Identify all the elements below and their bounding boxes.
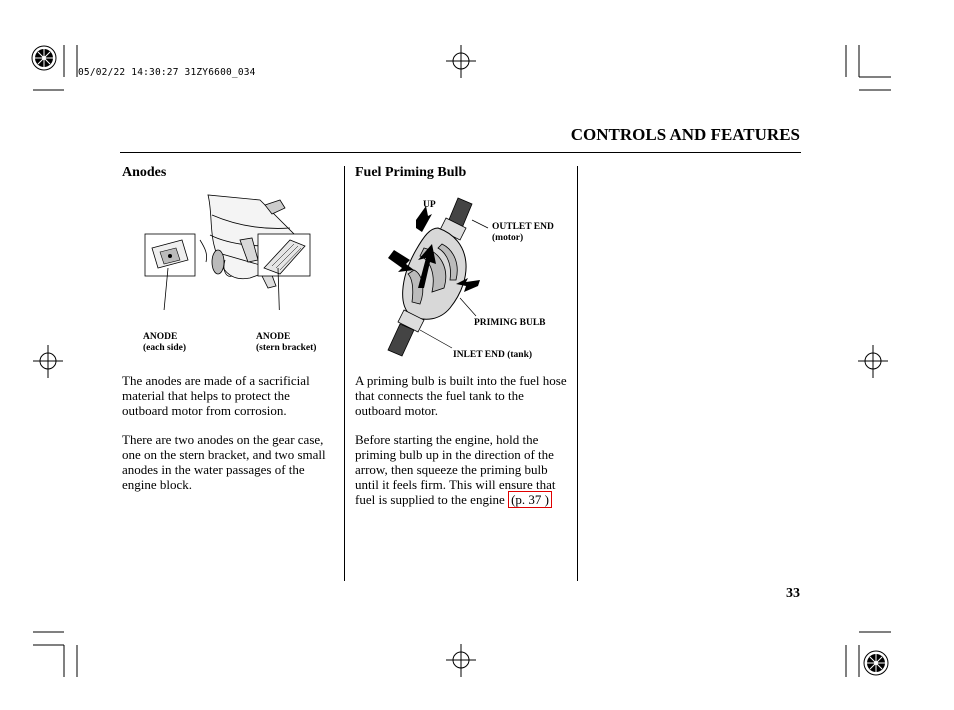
anode-left-label <box>143 332 186 354</box>
starburst-target-bottom-right <box>864 651 888 675</box>
anode-left-label-line2: (each side) <box>143 343 187 353</box>
outlet-end-label-line2: (motor) <box>492 233 524 243</box>
anode-inset-left <box>145 234 195 276</box>
priming-bulb-illustration <box>380 188 490 360</box>
anodes-heading: Anodes <box>122 165 167 180</box>
priming-bulb-label: PRIMING BULB <box>474 318 546 328</box>
anodes-paragraph-1: The anodes are made of a sacrificial material that helps to protect the outboard motor from corrosion. <box>122 373 310 418</box>
registration-crosshair-left <box>33 345 63 378</box>
header-rule <box>120 152 801 153</box>
outlet-end-label-line1: OUTLET END <box>492 222 554 232</box>
up-label: UP <box>423 200 436 210</box>
outlet-leader <box>472 220 488 228</box>
print-code: 05/02/22 14:30:27 31ZY6600_034 <box>78 67 256 78</box>
fuel-bulb-paragraph-2 <box>355 432 567 507</box>
registration-crosshair-top <box>446 45 476 78</box>
page-number: 33 <box>786 586 800 601</box>
inlet-end-label: INLET END (tank) <box>453 350 533 360</box>
bulb-leader <box>460 298 476 316</box>
column-divider-2 <box>577 166 578 581</box>
anode-right-label <box>256 332 316 354</box>
anode-inset-right <box>258 234 310 276</box>
anodes-illustration <box>140 190 320 310</box>
registration-crosshair-right <box>858 345 888 378</box>
fuel-bulb-paragraph-2-text: Before starting the engine, hold the priming bulb up in the direction of the arrow, then squeeze the priming bulb until it feels firm. This will ensure that fuel is supplied to the engine <box>355 432 556 507</box>
anode-right-label-line2: (stern bracket) <box>256 343 317 353</box>
fuel-bulb-paragraph-1: A priming bulb is built into the fuel hose that connects the fuel tank to the outboard motor. <box>355 373 567 418</box>
fuel-bulb-heading: Fuel Priming Bulb <box>355 165 467 180</box>
section-title: CONTROLS AND FEATURES <box>570 125 800 144</box>
anode-left-label-line1: ANODE <box>143 332 178 342</box>
starburst-target-top-left <box>32 46 56 70</box>
outlet-end-label <box>492 222 554 244</box>
anodes-paragraph-2: There are two anodes on the gear case, one on the stern bracket, and two small anodes in the water passages of the engine block. <box>122 432 326 492</box>
page-reference-link[interactable]: (p. 37 ) <box>508 491 552 508</box>
inlet-leader <box>420 330 452 348</box>
anode-right-label-line1: ANODE <box>256 332 291 342</box>
registration-crosshair-bottom <box>446 644 476 677</box>
column-divider-1 <box>344 166 345 581</box>
